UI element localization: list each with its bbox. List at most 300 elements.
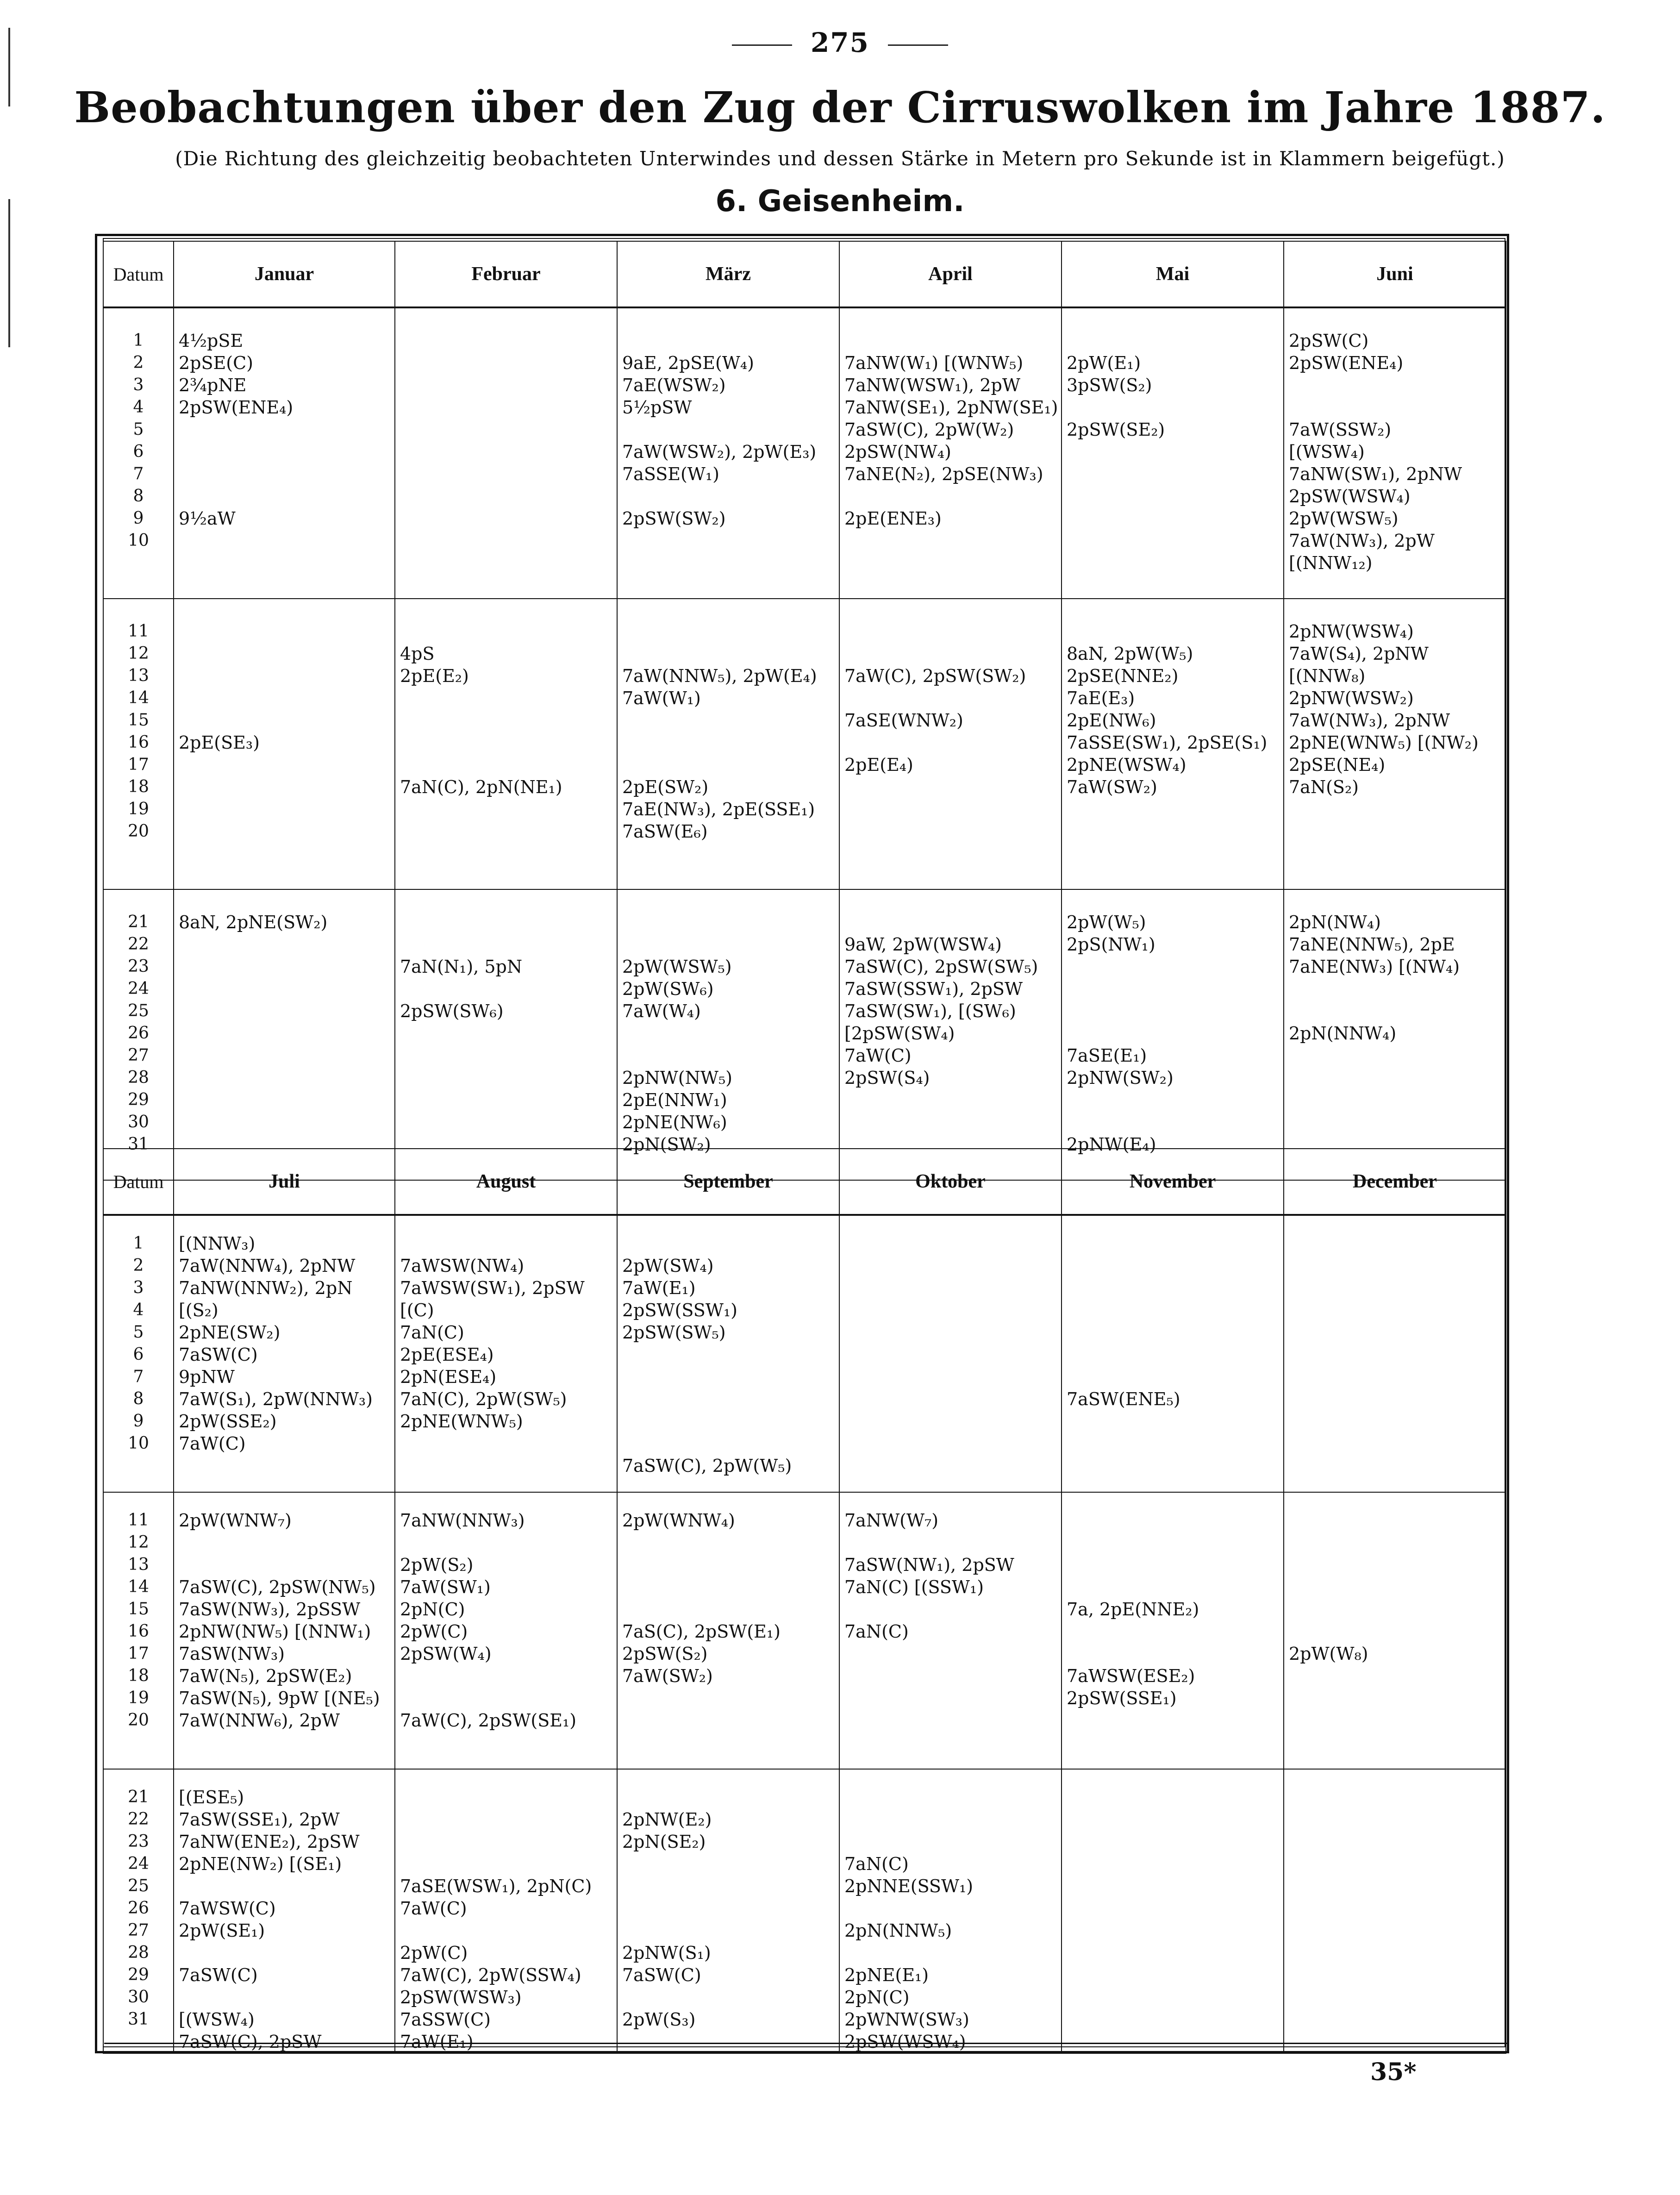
observation-entry: 7aSW(SW₁), [(SW₆) <box>844 1001 1016 1021</box>
datum-header: Datum <box>103 1149 174 1215</box>
observation-entry: 7aNW(WSW₁), 2pW <box>844 375 1020 395</box>
observation-entry <box>1289 1366 1501 1388</box>
observation-entry <box>1289 1786 1501 1808</box>
observation-entry <box>1289 1111 1501 1133</box>
observation-entry <box>179 1111 390 1133</box>
observation-entry: 7aW(E₁) <box>400 2032 474 2052</box>
observation-entry: 2pNE(SW₂) <box>179 1322 281 1343</box>
observation-entry <box>400 1853 612 1875</box>
observation-entry: 2pSW(WSW₃) <box>400 1987 522 2007</box>
observation-entry: 2pSW(SW₆) <box>400 1001 504 1021</box>
observation-entry: 7aW(SW₂) <box>1067 777 1157 797</box>
observation-entry: 7aNW(ENE₂), 2pSW <box>179 1832 360 1852</box>
observation-entry <box>1289 1620 1501 1643</box>
observation-entry <box>179 1455 390 1477</box>
month-header: August <box>395 1149 617 1215</box>
month-cell <box>1284 599 1506 889</box>
observation-entry <box>844 1709 1056 1732</box>
observation-entry <box>179 754 390 776</box>
observation-entry: 2pW(WNW₄) <box>622 1510 735 1531</box>
observation-entry <box>179 1532 390 1554</box>
observation-entry: 7aSW(C) <box>179 1345 258 1365</box>
observation-entry <box>622 1022 834 1044</box>
observation-entry: 2pNW(S₁) <box>622 1943 711 1963</box>
observation-entry <box>1067 1432 1279 1455</box>
observation-entry <box>1067 1089 1279 1111</box>
observation-entry <box>622 1786 834 1808</box>
observation-entry <box>1289 1232 1501 1255</box>
observation-entry: [(WSW₄) <box>179 2009 255 2030</box>
observation-entry <box>179 665 390 687</box>
observation-entry <box>400 732 612 754</box>
month-cell <box>174 599 395 889</box>
observation-entry: 7aSW(SSE₁), 2pW <box>179 1809 340 1830</box>
observation-entry <box>1067 1532 1279 1554</box>
observation-entry <box>1289 820 1501 843</box>
month-cell <box>1062 307 1284 599</box>
observation-entry: 7aW(SW₂) <box>622 1666 713 1686</box>
observation-entry: 7aE(WSW₂) <box>622 375 726 395</box>
observation-entry <box>1289 1455 1501 1477</box>
observation-entry: 2pN(NNW₅) <box>844 1920 952 1941</box>
observation-entry: 2pSW(SW₂) <box>622 508 726 529</box>
observation-entry: 7aSE(WNW₂) <box>844 710 963 731</box>
observation-entry <box>1289 1964 1501 1986</box>
observation-entry <box>1289 1808 1501 1831</box>
observation-entry: 7aSE(E₁) <box>1067 1045 1147 1066</box>
observation-entry <box>844 1232 1056 1255</box>
observation-entry: 2pE(SW₂) <box>622 777 709 797</box>
observation-entry <box>844 1831 1056 1853</box>
observation-entry <box>1289 1687 1501 1709</box>
observation-entry <box>1067 1509 1279 1532</box>
observation-entry: 2pNE(WNW₅) [(NW₂) <box>1289 732 1479 753</box>
observation-entry <box>622 530 834 552</box>
observation-entry <box>400 1067 612 1089</box>
observation-entry: 2pW(C) <box>400 1621 468 1642</box>
month-cell <box>1062 1769 1284 2053</box>
observation-entry: 4pS <box>400 644 435 664</box>
observation-entry <box>400 709 612 732</box>
observation-entry: 2pSE(NE₄) <box>1289 755 1386 775</box>
observation-entry <box>1067 530 1279 552</box>
observation-entry: [(NNW₈) <box>1289 666 1366 686</box>
observation-entry: 7aN(C) <box>844 1854 909 1874</box>
observation-entry <box>844 1344 1056 1366</box>
margin-mark <box>8 199 10 347</box>
month-header: Februar <box>395 241 617 307</box>
observation-entry <box>1289 2008 1501 2031</box>
observation-entry <box>1289 1277 1501 1299</box>
observation-entry <box>1289 1576 1501 1598</box>
month-cell <box>1284 889 1506 1180</box>
observation-entry <box>844 1786 1056 1808</box>
signature-mark: 35* <box>1370 2058 1417 2086</box>
observation-entry: 2pS(NW₁) <box>1067 934 1155 955</box>
observation-entry <box>400 1455 612 1477</box>
observation-entry: 7aW(NW₃), 2pNW <box>1289 710 1450 731</box>
observation-entry <box>400 530 612 552</box>
observation-entry <box>400 820 612 843</box>
observation-entry: 2pWNW(SW₃) <box>844 2009 969 2030</box>
observation-entry <box>844 1410 1056 1432</box>
observation-entry <box>844 330 1056 352</box>
observation-entry: 2pW(SW₆) <box>622 979 714 999</box>
observation-entry <box>400 441 612 463</box>
observation-entry <box>1067 1455 1279 1477</box>
observation-entry <box>1067 1232 1279 1255</box>
observation-entry <box>1289 1000 1501 1022</box>
observation-entry <box>844 776 1056 798</box>
observation-entry: 2pSW(SE₂) <box>1067 419 1165 440</box>
observation-entry: 2pSW(C) <box>1289 331 1369 351</box>
observation-entry: [(NNW₃) <box>179 1233 256 1254</box>
month-cell <box>839 1215 1062 1492</box>
observation-entry <box>1289 1920 1501 1942</box>
observation-entry: 7aW(C) <box>844 1045 912 1066</box>
observation-entry <box>622 732 834 754</box>
observation-entry: 2pSW(ENE₄) <box>1289 353 1404 373</box>
observation-entry <box>1067 1299 1279 1321</box>
observation-entry <box>844 1942 1056 1964</box>
observation-entry: 7aSW(C), 2pSW <box>179 2032 322 2052</box>
observation-entry: 7aN(N₁), 5pN <box>400 957 523 977</box>
table-header-row <box>103 1149 1506 1215</box>
observation-entry <box>400 978 612 1000</box>
month-cell <box>617 889 839 1180</box>
observation-entry <box>622 643 834 665</box>
day-numbers: 11 12 13 14 15 16 17 18 19 20 <box>103 1492 174 1769</box>
month-cell <box>1284 1215 1506 1492</box>
observation-entry: 7aNE(NNW₅), 2pE <box>1289 934 1455 955</box>
observation-entry <box>1067 1897 1279 1920</box>
observation-entry: 9aW, 2pW(WSW₄) <box>844 934 1002 955</box>
observation-entry <box>179 798 390 820</box>
observation-entry <box>622 1920 834 1942</box>
observation-entry: 2pW(E₁) <box>1067 353 1141 373</box>
observation-entry <box>844 1255 1056 1277</box>
month-cell <box>174 889 395 1180</box>
observation-entry: 7aNW(W₇) <box>844 1510 939 1531</box>
observation-entry <box>1067 1410 1279 1432</box>
observation-entry <box>1289 374 1501 396</box>
observation-entry: 7aNW(NNW₃) <box>400 1510 525 1531</box>
observation-entry <box>844 1643 1056 1665</box>
observation-entry <box>1067 1643 1279 1665</box>
bottom-rule <box>104 2043 1507 2044</box>
observation-entry: 7aNE(N₂), 2pSE(NW₃) <box>844 464 1043 484</box>
observation-entry: 2pW(W₅) <box>1067 912 1146 932</box>
observation-entry <box>400 911 612 933</box>
table-row <box>103 1492 1506 1769</box>
month-cell <box>174 1769 395 2053</box>
observation-entry <box>400 330 612 352</box>
observation-entry <box>622 1598 834 1620</box>
observation-entry <box>622 1576 834 1598</box>
observation-entry <box>1067 1942 1279 1964</box>
observation-entry: 2pW(C) <box>400 1943 468 1963</box>
observation-entry: 2pE(E₂) <box>400 666 469 686</box>
observation-entry <box>622 1344 834 1366</box>
observation-entry: 2pE(NW₆) <box>1067 710 1156 731</box>
observation-entry <box>1067 820 1279 843</box>
observation-entry <box>400 1432 612 1455</box>
observation-entry <box>400 463 612 485</box>
observation-entry <box>1289 1299 1501 1321</box>
observation-entry <box>844 1277 1056 1299</box>
observation-entry <box>400 1665 612 1687</box>
observation-entry <box>1067 1255 1279 1277</box>
observation-entry <box>622 1432 834 1455</box>
observation-entry <box>844 1366 1056 1388</box>
observation-entry: 7aW(C), 2pSW(SE₁) <box>400 1710 577 1731</box>
observation-entry <box>1289 1897 1501 1920</box>
observation-entry <box>1067 1344 1279 1366</box>
observation-entry: 2pSW(SSE₁) <box>1067 1688 1177 1708</box>
observation-entry: 7aW(SW₁) <box>400 1577 491 1597</box>
observation-entry <box>1067 1277 1279 1299</box>
observation-entry <box>1067 956 1279 978</box>
observation-entry <box>1289 798 1501 820</box>
observation-entry <box>1289 1554 1501 1576</box>
observation-entry: 2pN(C) <box>844 1987 910 2007</box>
observation-entry <box>400 1786 612 1808</box>
table-row <box>103 599 1506 889</box>
observation-table-second-half <box>103 1148 1506 2054</box>
observation-entry: 7aW(C), 2pW(SSW₄) <box>400 1965 581 1985</box>
observation-entry <box>179 530 390 552</box>
observation-entry <box>1289 978 1501 1000</box>
month-cell <box>617 599 839 889</box>
observation-entry: 7aW(SSW₂) <box>1289 419 1392 440</box>
observation-entry: 2pSW(S₄) <box>844 1068 930 1088</box>
observation-entry <box>400 352 612 374</box>
observation-entry <box>179 820 390 843</box>
observation-entry: [(WSW₄) <box>1289 442 1365 462</box>
observation-entry <box>622 1687 834 1709</box>
observation-entry: 7aN(S₂) <box>1289 777 1359 797</box>
observation-entry: 7aNW(SE₁), 2pNW(SE₁) <box>844 397 1058 418</box>
month-cell <box>839 889 1062 1180</box>
observation-entry: 2pW(SSE₂) <box>179 1411 277 1432</box>
observation-entry: 2pSW(S₂) <box>622 1644 708 1664</box>
table-header-row <box>103 241 1506 307</box>
observation-entry <box>622 911 834 933</box>
observation-entry <box>179 1875 390 1897</box>
observation-entry: 2pSW(SW₅) <box>622 1322 726 1343</box>
observation-entry <box>622 419 834 441</box>
observation-entry <box>1067 978 1279 1000</box>
observation-entry: 2pE(ENE₃) <box>844 508 942 529</box>
observation-entry: 7aSW(NW₃), 2pSSW <box>179 1599 361 1620</box>
page-subtitle: (Die Richtung des gleichzeitig beobachteten Unterwindes und dessen Stärke in Metern pro Sekunde ist in Klammern beigefügt.) <box>175 147 1505 170</box>
observation-entry <box>1067 1831 1279 1853</box>
month-header: September <box>617 1149 839 1215</box>
observation-entry <box>400 485 612 507</box>
observation-entry <box>1289 1410 1501 1432</box>
observation-entry <box>400 1044 612 1067</box>
observation-entry: 2pW(S₃) <box>622 2009 696 2030</box>
observation-entry: 7aSW(C), 2pSW(SW₅) <box>844 957 1038 977</box>
observation-entry <box>1289 1432 1501 1455</box>
observation-entry <box>844 820 1056 843</box>
observation-entry <box>622 1853 834 1875</box>
observation-entry <box>622 1532 834 1554</box>
observation-entry: 7aE(NW₃), 2pE(SSE₁) <box>622 799 815 819</box>
observation-entry <box>1067 1875 1279 1897</box>
observation-entry: 7aN(C) [(SSW₁) <box>844 1577 984 1597</box>
observation-entry <box>844 1598 1056 1620</box>
observation-entry <box>1289 1665 1501 1687</box>
observation-entry <box>179 776 390 798</box>
observation-entry <box>844 1432 1056 1455</box>
observation-entry: 7aWSW(ESE₂) <box>1067 1666 1195 1686</box>
observation-entry: [(C) <box>400 1300 434 1320</box>
month-cell <box>395 599 617 889</box>
observation-entry <box>400 1831 612 1853</box>
page-number-text: 275 <box>810 27 870 58</box>
observation-entry: [(NNW₁₂) <box>1289 553 1373 573</box>
datum-header: Datum <box>103 241 174 307</box>
observation-entry <box>844 1455 1056 1477</box>
observation-entry: 2pW(W₈) <box>1289 1644 1368 1664</box>
observation-entry: 2pE(E₄) <box>844 755 913 775</box>
day-numbers: 1 2 3 4 5 6 7 8 9 10 <box>103 1215 174 1492</box>
month-cell <box>395 889 617 1180</box>
observation-entry <box>400 1232 612 1255</box>
observation-entry <box>1289 1255 1501 1277</box>
observation-entry: 7aSSE(SW₁), 2pSE(S₁) <box>1067 732 1268 753</box>
observation-entry <box>1067 396 1279 419</box>
observation-entry: 2pNW(E₂) <box>622 1809 712 1830</box>
observation-entry: 2pN(SE₂) <box>622 1832 706 1852</box>
observation-entry <box>179 687 390 709</box>
margin-mark <box>8 28 10 106</box>
observation-entry <box>1067 1786 1279 1808</box>
observation-entry <box>179 441 390 463</box>
page-title: Beobachtungen über den Zug der Cirruswolken im Jahre 1887. <box>74 82 1606 132</box>
observation-entry <box>1067 2008 1279 2031</box>
observation-entry <box>622 1897 834 1920</box>
observation-entry <box>844 732 1056 754</box>
observation-entry <box>622 330 834 352</box>
month-header: November <box>1062 1149 1284 1215</box>
observation-entry <box>179 1067 390 1089</box>
observation-entry: 2pSE(NNE₂) <box>1067 666 1179 686</box>
observation-entry: 7aSW(E₆) <box>622 821 708 842</box>
observation-entry <box>1067 441 1279 463</box>
observation-entry <box>1289 1709 1501 1732</box>
observation-entry <box>844 1089 1056 1111</box>
observation-entry <box>1067 1111 1279 1133</box>
month-header: Juli <box>174 1149 395 1215</box>
observation-entry <box>1067 330 1279 352</box>
observation-entry <box>1067 507 1279 530</box>
observation-entry: 3pSW(S₂) <box>1067 375 1152 395</box>
observation-entry: 2pN(SW₂) <box>622 1134 711 1155</box>
observation-entry: 7aSW(C) <box>179 1965 258 1985</box>
observation-entry <box>622 754 834 776</box>
observation-entry: 7aN(C) <box>400 1322 464 1343</box>
observation-entry: 2pNW(WSW₂) <box>1289 688 1414 708</box>
observation-entry: 2pN(NW₄) <box>1289 912 1381 932</box>
observation-entry <box>179 419 390 441</box>
observation-entry <box>1289 1067 1501 1089</box>
month-cell <box>395 307 617 599</box>
observation-entry <box>400 1808 612 1831</box>
observation-entry <box>1289 1532 1501 1554</box>
day-numbers: 21 22 23 24 25 26 27 28 29 30 31 <box>103 889 174 1180</box>
observation-entry <box>844 687 1056 709</box>
observation-entry <box>1289 1044 1501 1067</box>
observation-entry: 2pSW(WSW₄) <box>844 2032 966 2052</box>
observation-entry: 7aE(E₃) <box>1067 688 1135 708</box>
observation-entry <box>1067 1000 1279 1022</box>
observation-entry <box>844 1532 1056 1554</box>
day-numbers: 11 12 13 14 15 16 17 18 19 20 <box>103 599 174 889</box>
observation-entry: 2pNNE(SSW₁) <box>844 1876 974 1896</box>
month-header: März <box>617 241 839 307</box>
observation-entry: 7aW(N₅), 2pSW(E₂) <box>179 1666 352 1686</box>
observation-entry: 4½pSE <box>179 331 244 351</box>
month-header: December <box>1284 1149 1506 1215</box>
observation-entry: 7aSW(C) <box>622 1965 701 1985</box>
observation-entry: [(ESE₅) <box>179 1787 244 1807</box>
observation-entry <box>1289 1853 1501 1875</box>
table-row <box>103 1215 1506 1492</box>
observation-entry: 7aW(NNW₆), 2pW <box>179 1710 340 1731</box>
observation-entry <box>179 978 390 1000</box>
observation-entry <box>400 754 612 776</box>
observation-entry: 7aN(C), 2pW(SW₅) <box>400 1389 567 1409</box>
observation-entry <box>1067 1022 1279 1044</box>
month-cell <box>174 1215 395 1492</box>
observation-entry: 7aW(C) <box>179 1433 246 1454</box>
month-cell <box>839 1492 1062 1769</box>
observation-entry <box>179 1986 390 2008</box>
observation-entry: [(S₂) <box>179 1300 219 1320</box>
observation-entry <box>1289 396 1501 419</box>
month-cell <box>1062 599 1284 889</box>
observation-entry <box>1289 1089 1501 1111</box>
observation-entry: 8aN, 2pW(W₅) <box>1067 644 1193 664</box>
observation-entry <box>1067 1554 1279 1576</box>
observation-entry <box>1289 1875 1501 1897</box>
observation-entry: 7aSW(C), 2pSW(NW₅) <box>179 1577 376 1597</box>
observation-entry: 2pNE(E₁) <box>844 1965 929 1985</box>
observation-entry <box>844 620 1056 643</box>
observation-entry: 2pN(C) <box>400 1599 465 1620</box>
observation-entry <box>1067 1853 1279 1875</box>
observation-entry <box>622 1709 834 1732</box>
observation-entry: 2pW(WNW₇) <box>179 1510 292 1531</box>
observation-entry <box>179 1044 390 1067</box>
observation-entry <box>179 643 390 665</box>
observation-entry <box>400 620 612 643</box>
observation-entry: 2pW(S₂) <box>400 1555 474 1575</box>
observation-entry: 7aN(C), 2pN(NE₁) <box>400 777 562 797</box>
observation-entry <box>1289 1986 1501 2008</box>
observation-entry: 2pNE(NW₂) [(SE₁) <box>179 1854 342 1874</box>
observation-entry: 7aSW(C), 2pW(W₂) <box>844 419 1014 440</box>
observation-entry: 7aW(S₄), 2pNW <box>1289 644 1429 664</box>
observation-entry: 7a, 2pE(NNE₂) <box>1067 1599 1199 1620</box>
observation-entry <box>400 1111 612 1133</box>
observation-entry <box>844 643 1056 665</box>
station-heading: 6. Geisenheim. <box>715 184 965 219</box>
observation-entry: 7aW(S₁), 2pW(NNW₃) <box>179 1389 373 1409</box>
observation-entry <box>1289 2031 1501 2053</box>
